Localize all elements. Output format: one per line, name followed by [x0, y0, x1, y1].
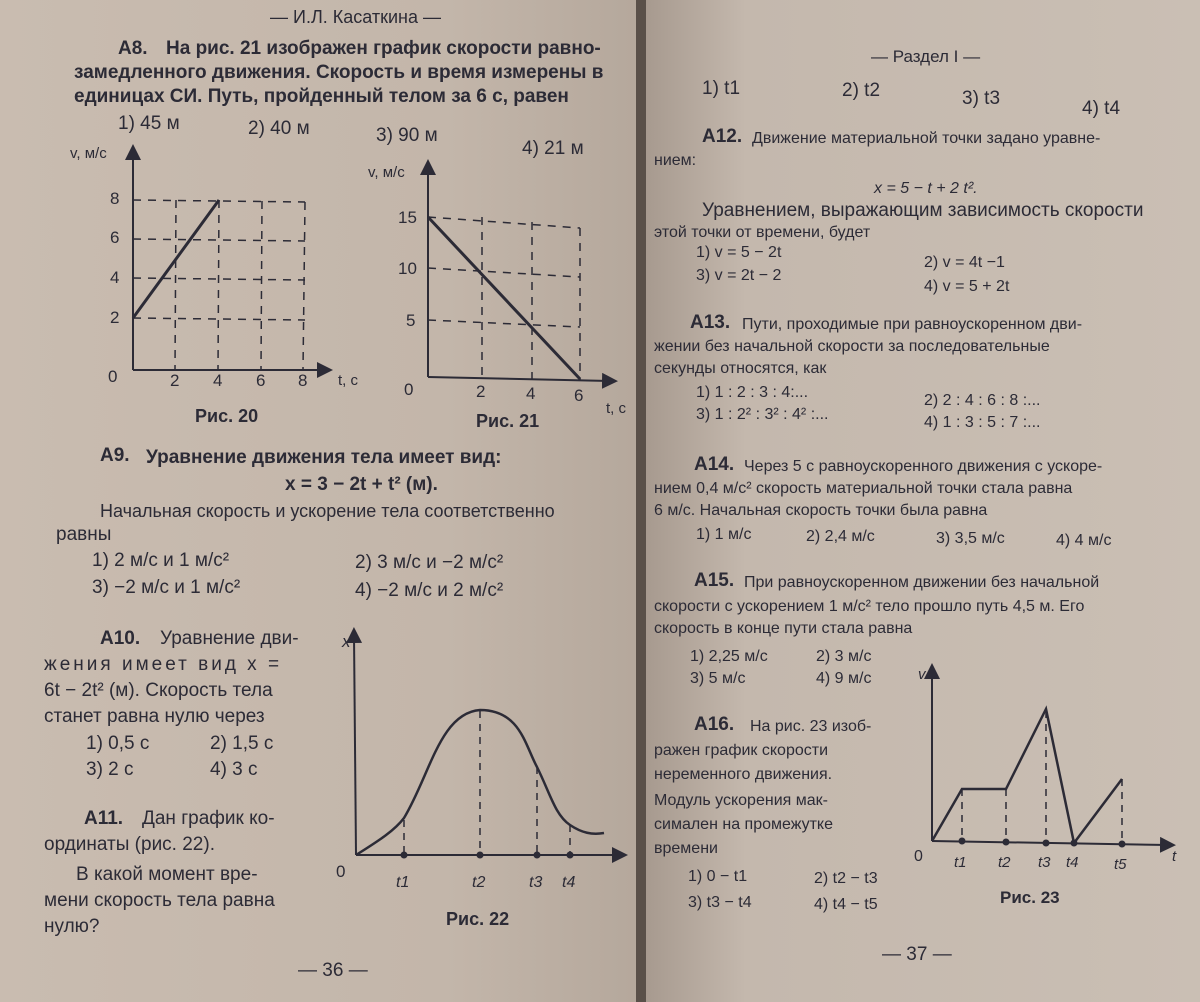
fig22-tick-t2: t2 [472, 874, 486, 891]
a12-line-1: Движение материальной точки задано уравне- [752, 130, 1101, 147]
a16-line-5: симален на промежутке [654, 816, 833, 833]
task-number-a9: А9. [100, 445, 130, 466]
fig20-xtick: 2 [170, 371, 180, 390]
page-number-right: — 37 — [882, 944, 952, 965]
a13-option-3: 3) 1 : 2² : 3² : 4² :... [696, 406, 829, 423]
fig20-xtick: 8 [298, 371, 308, 390]
a11-option-4: 4) t4 [1082, 98, 1121, 119]
a9-title: Уравнение движения тела имеет вид: [146, 447, 502, 468]
fig23-tick-t5: t5 [1114, 856, 1127, 873]
task-number-a11: А11. [84, 808, 124, 829]
a16-option-3: 3) t3 − t4 [688, 894, 752, 911]
a14-option-4: 4) 4 м/с [1056, 532, 1112, 549]
a9-equation: x = 3 − 2t + t² (м). [285, 474, 438, 495]
page-header: — И.Л. Касаткина — [270, 7, 441, 27]
fig20-ylabel: v, м/с [70, 145, 107, 162]
fig23-xlabel: t [1172, 848, 1177, 865]
a10-option-3: 3) 2 с [86, 759, 134, 780]
a8-option-4: 4) 21 м [522, 138, 584, 159]
page-number-left: — 36 — [298, 960, 368, 981]
a14-line-3: 6 м/с. Начальная скорость точки была равна [654, 502, 988, 519]
a14-option-2: 2) 2,4 м/с [806, 528, 875, 545]
a8-line-1: На рис. 21 изображен график скорости равно- [166, 38, 601, 59]
a8-line-2: замедленного движения. Скорость и время измерены в [74, 62, 604, 83]
fig20-ytick: 4 [110, 268, 120, 287]
fig21-x-axis [428, 377, 610, 381]
fig20-xtick: 4 [213, 371, 223, 390]
a12-option-1: 1) v = 5 − 2t [696, 244, 782, 261]
fig23-tick-t4: t4 [1066, 854, 1079, 871]
fig21-origin: 0 [404, 380, 414, 399]
a11-option-1: 1) t1 [702, 78, 741, 99]
a13-line-2: жении без начальной скорости за последовательные [654, 338, 1050, 355]
figure-22 [320, 625, 630, 945]
page-header: — Раздел I — [871, 47, 981, 66]
a9-line-1: Начальная скорость и ускорение тела соответственно [100, 501, 555, 521]
a11-line-2: ординаты (рис. 22). [44, 834, 215, 855]
a13-option-2: 2) 2 : 4 : 6 : 8 :... [924, 392, 1041, 409]
fig23-tick-t2: t2 [998, 854, 1011, 871]
fig21-xlabel: t, с [606, 400, 627, 417]
a13-line-1: Пути, проходимые при равноускоренном дви- [742, 316, 1083, 333]
fig21-xtick: 4 [526, 384, 536, 403]
a11-line-4: мени скорость тела равна [44, 890, 275, 911]
fig23-origin: 0 [914, 848, 923, 865]
a13-option-1: 1) 1 : 2 : 3 : 4:... [696, 384, 809, 401]
a10-option-4: 4) 3 с [210, 759, 258, 780]
a10-option-2: 2) 1,5 с [210, 733, 274, 754]
a12-line-2: нием: [654, 152, 697, 169]
a11-line-3: В какой момент вре- [76, 864, 258, 885]
fig22-tick-t1: t1 [396, 874, 410, 891]
fig23-dashed-lines [962, 711, 1122, 844]
fig22-y-axis [354, 635, 356, 855]
fig22-origin: 0 [336, 862, 346, 881]
a10-line-3: 6t − 2t² (м). Скорость тела [44, 680, 273, 701]
a12-line-4: этой точки от времени, будет [654, 224, 871, 241]
a15-line-1: При равноускоренном движении без начальной [744, 574, 1100, 591]
fig23-velocity-graph [932, 709, 1122, 843]
a12-equation: x = 5 − t + 2 t². [874, 180, 978, 197]
fig23-tick-t1: t1 [954, 854, 967, 871]
fig23-ylabel: v [918, 666, 926, 683]
a12-option-4: 4) v = 5 + 2t [924, 278, 1010, 295]
a16-option-1: 1) 0 − t1 [688, 868, 748, 885]
a16-line-1: На рис. 23 изоб- [750, 718, 872, 735]
fig21-caption: Рис. 21 [476, 411, 540, 431]
a8-option-3: 3) 90 м [376, 125, 438, 146]
a8-option-2: 2) 40 м [248, 118, 310, 139]
a15-option-2: 2) 3 м/с [816, 648, 872, 665]
a11-option-3: 3) t3 [962, 88, 1001, 109]
right-page [646, 0, 1200, 1002]
fig21-ytick: 15 [398, 208, 417, 227]
fig21-velocity-line [428, 217, 580, 379]
fig23-caption: Рис. 23 [1000, 888, 1060, 907]
fig22-ylabel: x [342, 632, 351, 651]
a10-line-2: жения имеет вид x = [44, 654, 283, 675]
book-spine [636, 0, 646, 1002]
a16-option-4: 4) t4 − t5 [814, 896, 878, 913]
a8-option-1: 1) 45 м [118, 113, 180, 134]
fig20-xlabel: t, с [338, 372, 359, 389]
fig20-xtick: 6 [256, 371, 266, 390]
a14-line-1: Через 5 с равноускоренного движения с ускоре- [744, 458, 1103, 475]
a14-line-2: нием 0,4 м/с² скорость материальной точки стала равна [654, 480, 1073, 497]
figure-23 [910, 655, 1190, 925]
task-number-a16: А16. [694, 714, 735, 735]
a16-line-3: неременного движения. [654, 766, 833, 783]
a15-line-3: скорость в конце пути стала равна [654, 620, 913, 637]
a10-option-1: 1) 0,5 с [86, 733, 150, 754]
a16-line-2: ражен график скорости [654, 742, 828, 759]
a16-line-4: Модуль ускорения мак- [654, 792, 828, 809]
a9-option-2: 2) 3 м/с и −2 м/с² [355, 552, 504, 573]
a13-option-4: 4) 1 : 3 : 5 : 7 :... [924, 414, 1041, 431]
fig23-tick-t3: t3 [1038, 854, 1051, 871]
figure-21 [360, 155, 636, 445]
task-number-a8: А8. [118, 38, 148, 59]
a11-option-2: 2) t2 [842, 80, 881, 101]
fig20-caption: Рис. 20 [195, 406, 259, 426]
fig21-ytick: 5 [406, 311, 416, 330]
a15-option-3: 3) 5 м/с [690, 670, 746, 687]
a12-option-2: 2) v = 4t −1 [924, 254, 1005, 271]
fig20-ytick: 8 [110, 189, 120, 208]
task-number-a10: А10. [100, 628, 141, 649]
a10-line-1: Уравнение дви- [160, 628, 299, 649]
fig22-caption: Рис. 22 [446, 909, 510, 929]
fig21-xtick: 6 [574, 386, 584, 405]
fig21-xtick: 2 [476, 382, 486, 401]
fig20-ytick: 6 [110, 228, 120, 247]
a9-option-3: 3) −2 м/с и 1 м/с² [92, 577, 241, 598]
a10-line-4: станет равна нулю через [44, 706, 265, 727]
fig20-ytick: 2 [110, 308, 120, 327]
fig22-tick-t3: t3 [529, 874, 543, 891]
a11-line-1: Дан график ко- [142, 808, 275, 829]
a12-option-3: 3) v = 2t − 2 [696, 267, 782, 284]
a14-option-3: 3) 3,5 м/с [936, 530, 1005, 547]
a9-option-4: 4) −2 м/с и 2 м/с² [355, 580, 504, 601]
a9-option-1: 1) 2 м/с и 1 м/с² [92, 550, 230, 571]
a14-option-1: 1) 1 м/с [696, 526, 752, 543]
a13-line-3: секунды относятся, как [654, 360, 827, 377]
fig21-ylabel: v, м/с [368, 164, 405, 181]
a15-option-1: 1) 2,25 м/с [690, 648, 768, 665]
fig21-ytick: 10 [398, 259, 417, 278]
figure-20 [60, 140, 360, 440]
a8-line-3: единицах СИ. Путь, пройденный телом за 6 с, равен [74, 86, 569, 107]
task-number-a12: А12. [702, 126, 743, 147]
a12-line-3: Уравнением, выражающим зависимость скорости [702, 200, 1144, 221]
fig22-tick-t4: t4 [562, 874, 576, 891]
task-number-a14: А14. [694, 454, 735, 475]
fig23-x-axis [932, 841, 1168, 845]
fig20-origin: 0 [108, 367, 118, 386]
a11-line-5: нулю? [44, 916, 100, 937]
task-number-a15: А15. [694, 570, 735, 591]
task-number-a13: А13. [690, 312, 731, 333]
a16-line-6: времени [654, 840, 718, 857]
a15-line-2: скорости с ускорением 1 м/с² тело прошло путь 4,5 м. Его [654, 598, 1085, 615]
a16-option-2: 2) t2 − t3 [814, 870, 878, 887]
a9-line-2: равны [56, 524, 112, 545]
a15-option-4: 4) 9 м/с [816, 670, 872, 687]
